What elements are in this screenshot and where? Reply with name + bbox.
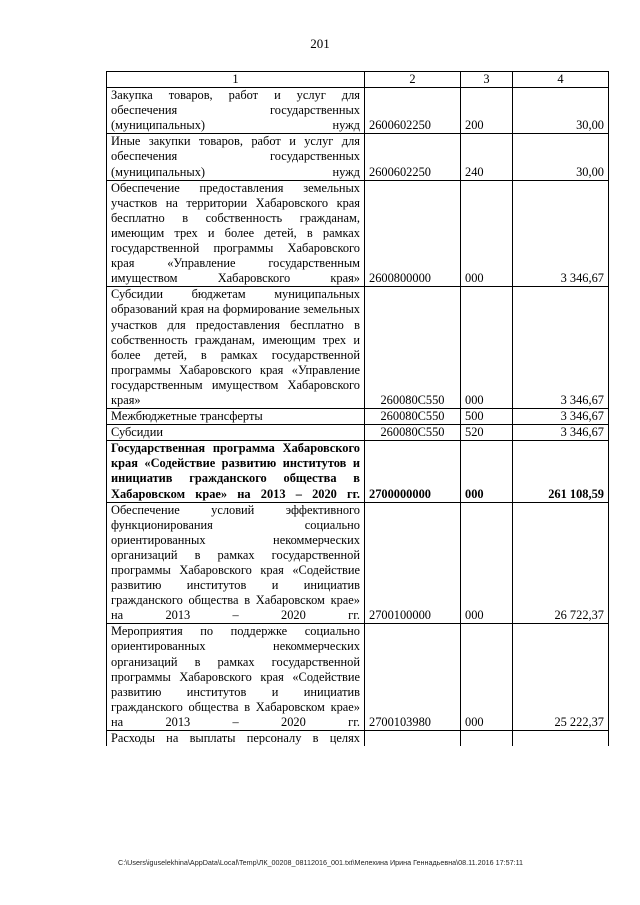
- row-sum: 25 222,37: [513, 624, 609, 731]
- row-name: Субсидии бюджетам муниципальных образований края на формирование земельных участков для предоставления бесплатно в собственность гражданам, имеющим трех и более детей, в рамках государственной программы Хабаровского края «Управление государственным имуществом Хабаровского края»: [107, 287, 365, 409]
- row-type: [461, 731, 513, 747]
- row-name: Субсидии: [107, 425, 365, 441]
- row-sum: 3 346,67: [513, 409, 609, 425]
- table-row: [107, 502, 609, 624]
- table-row: [107, 287, 609, 409]
- column-header-4: 4: [513, 72, 609, 88]
- row-name: Закупка товаров, работ и услуг для обеспечения государственных (муниципальных) нужд: [107, 88, 365, 134]
- row-name: Иные закупки товаров, работ и услуг для обеспечения государственных (муниципальных) нужд: [107, 134, 365, 180]
- row-type: 000: [461, 287, 513, 409]
- table-row: [107, 425, 609, 441]
- row-code: 2600800000: [365, 180, 461, 287]
- row-type: 000: [461, 502, 513, 624]
- row-type: 240: [461, 134, 513, 180]
- row-name: Расходы на выплаты персоналу в целях: [107, 731, 365, 747]
- row-sum: 261 108,59: [513, 441, 609, 502]
- row-name: Мероприятия по поддержке социально ориентированных некоммерческих организаций в рамках государственной программы Хабаровского края «Содействие развитию институтов и инициатив гражданского общества в Хабаровском крае» на 2013 – 2020 гг.: [107, 624, 365, 731]
- table-row: [107, 624, 609, 731]
- row-name: Государственная программа Хабаровского края «Содействие развитию институтов и инициатив гражданского общества в Хабаровском крае» на 2013 – 2020 гг.: [107, 441, 365, 502]
- document-footer-path: C:\Users\iguselekhina\AppData\Local\Temp\ЛК_00208_08112016_001.txt\Мелехина Ирина Геннадьевна\08.11.2016 17:57:11: [118, 858, 524, 867]
- table-row: [107, 88, 609, 134]
- table-row: [107, 134, 609, 180]
- column-header-2: 2: [365, 72, 461, 88]
- row-sum: [513, 731, 609, 747]
- table-row: [107, 731, 609, 747]
- table-row: [107, 409, 609, 425]
- row-sum: 26 722,37: [513, 502, 609, 624]
- row-sum: 3 346,67: [513, 180, 609, 287]
- row-name: Обеспечение предоставления земельных участков на территории Хабаровского края бесплатно в собственность гражданам, имеющим трех и более детей, в рамках государственной программы Хабаровского края «Управление государственным имуществом Хабаровского края»: [107, 180, 365, 287]
- row-code: 260080С550: [365, 425, 461, 441]
- column-header-1: 1: [107, 72, 365, 88]
- row-code: 2600602250: [365, 88, 461, 134]
- column-header-3: 3: [461, 72, 513, 88]
- row-type: 000: [461, 441, 513, 502]
- row-code: 2700100000: [365, 502, 461, 624]
- row-type: 520: [461, 425, 513, 441]
- row-sum: 3 346,67: [513, 287, 609, 409]
- row-code: 260080С550: [365, 409, 461, 425]
- table-row: [107, 180, 609, 287]
- row-sum: 3 346,67: [513, 425, 609, 441]
- row-sum: 30,00: [513, 134, 609, 180]
- table-header-row: [107, 72, 609, 88]
- row-code: 2700103980: [365, 624, 461, 731]
- page-number: 201: [310, 36, 330, 51]
- table-row: [107, 441, 609, 502]
- row-sum: 30,00: [513, 88, 609, 134]
- row-code: 2600602250: [365, 134, 461, 180]
- row-code: [365, 731, 461, 747]
- row-name: Обеспечение условий эффективного функционирования социально ориентированных некоммерческих организаций в рамках государственной программы Хабаровского края «Содействие развитию институтов и инициатив гражданского общества в Хабаровском крае» на 2013 – 2020 гг.: [107, 502, 365, 624]
- budget-table: [106, 71, 609, 746]
- row-name: Межбюджетные трансферты: [107, 409, 365, 425]
- row-type: 000: [461, 624, 513, 731]
- row-type: 200: [461, 88, 513, 134]
- row-type: 000: [461, 180, 513, 287]
- row-type: 500: [461, 409, 513, 425]
- row-code: 260080С550: [365, 287, 461, 409]
- row-code: 2700000000: [365, 441, 461, 502]
